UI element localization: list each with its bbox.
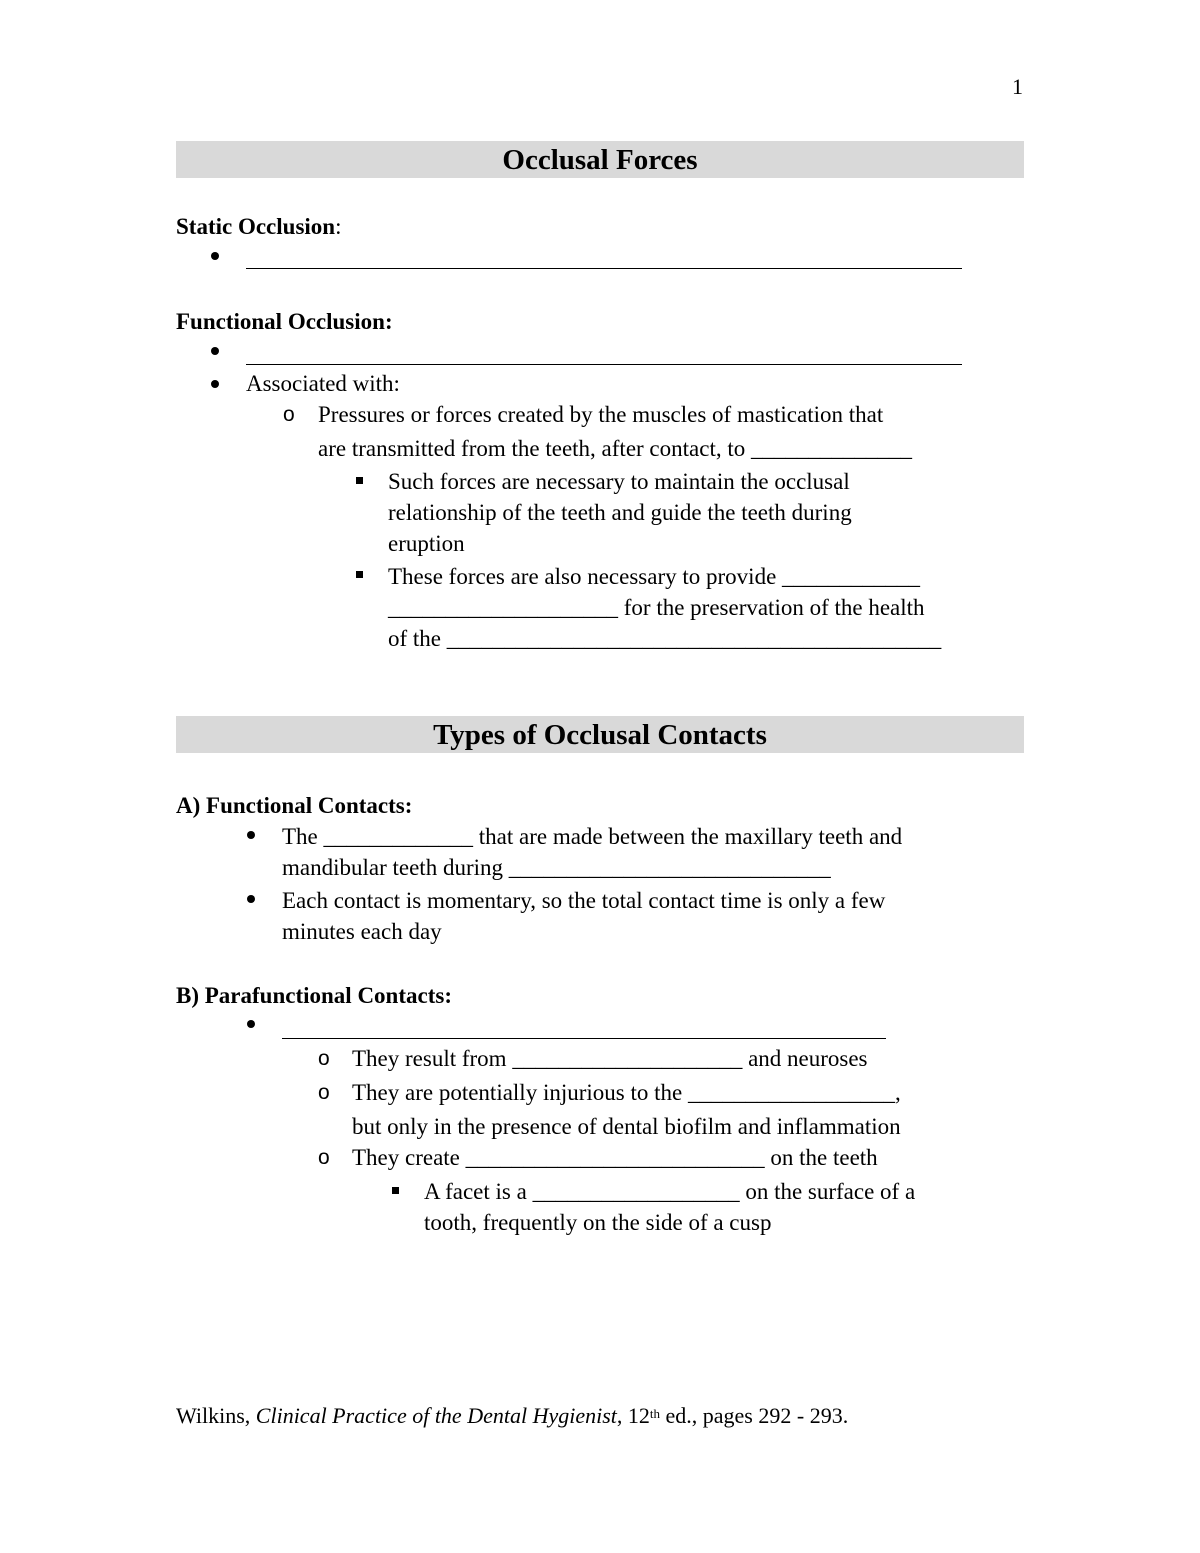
result-from-line: They result from ____________________ and neuroses: [352, 1046, 868, 1071]
circle-bullet-icon: o: [318, 1146, 330, 1169]
create-line: They create __________________________ on the teeth: [352, 1145, 878, 1170]
functional-occlusion-heading: Functional Occlusion:: [176, 309, 393, 334]
injurious-line-1: They are potentially injurious to the __________________,: [352, 1080, 901, 1105]
bullet-icon: [247, 1020, 255, 1028]
these-forces-line-2: ____________________ for the preservation of the health: [388, 595, 925, 620]
pressures-line-1: Pressures or forces created by the muscles of mastication that: [318, 402, 884, 427]
bullet-icon: [211, 252, 219, 260]
facet-line-2: tooth, frequently on the side of a cusp: [424, 1210, 772, 1235]
such-forces-line-2: relationship of the teeth and guide the teeth during: [388, 500, 852, 525]
these-forces-line-1: These forces are also necessary to provide ____________: [388, 564, 921, 589]
functional-contacts-b1-line-2: mandibular teeth during ____________________________: [282, 855, 831, 880]
bullet-icon: [247, 895, 255, 903]
circle-bullet-icon: o: [318, 1047, 330, 1070]
square-bullet-icon: [356, 477, 363, 484]
parafunctional-contacts-heading: B) Parafunctional Contacts:: [176, 983, 452, 1008]
bullet-icon: [211, 347, 219, 355]
static-occlusion-heading: Static Occlusion:: [176, 214, 342, 239]
page-number: 1: [1012, 74, 1023, 99]
facet-line-1: A facet is a __________________ on the surface of a: [424, 1179, 916, 1204]
functional-contacts-b2-line-1: Each contact is momentary, so the total contact time is only a few: [282, 888, 886, 913]
pressures-line-2: are transmitted from the teeth, after contact, to ______________: [318, 436, 912, 461]
functional-contacts-heading: A) Functional Contacts:: [176, 793, 413, 818]
parafunctional-blank: [282, 1038, 886, 1039]
such-forces-line-1: Such forces are necessary to maintain the occlusal: [388, 469, 850, 494]
these-forces-line-3: of the ___________________________________________: [388, 626, 942, 651]
associated-with-label: Associated with:: [246, 371, 400, 396]
functional-contacts-b2-line-2: minutes each day: [282, 919, 442, 944]
injurious-line-2: but only in the presence of dental biofilm and inflammation: [352, 1114, 901, 1139]
section-title-occlusal-forces: Occlusal Forces: [176, 141, 1024, 178]
functional-occlusion-blank: [246, 364, 962, 365]
circle-bullet-icon: o: [283, 403, 295, 426]
square-bullet-icon: [392, 1187, 399, 1194]
such-forces-line-3: eruption: [388, 531, 465, 556]
square-bullet-icon: [356, 571, 363, 578]
bullet-icon: [247, 831, 255, 839]
circle-bullet-icon: o: [318, 1081, 330, 1104]
footer-citation: Wilkins, Clinical Practice of the Dental Hygienist, 12th ed., pages 292 - 293.: [176, 1403, 849, 1428]
section-title-types-of-occlusal-contacts: Types of Occlusal Contacts: [176, 716, 1024, 753]
functional-contacts-b1-line-1: The _____________ that are made between the maxillary teeth and: [282, 824, 903, 849]
static-occlusion-blank: [246, 268, 962, 269]
bullet-icon: [211, 380, 219, 388]
